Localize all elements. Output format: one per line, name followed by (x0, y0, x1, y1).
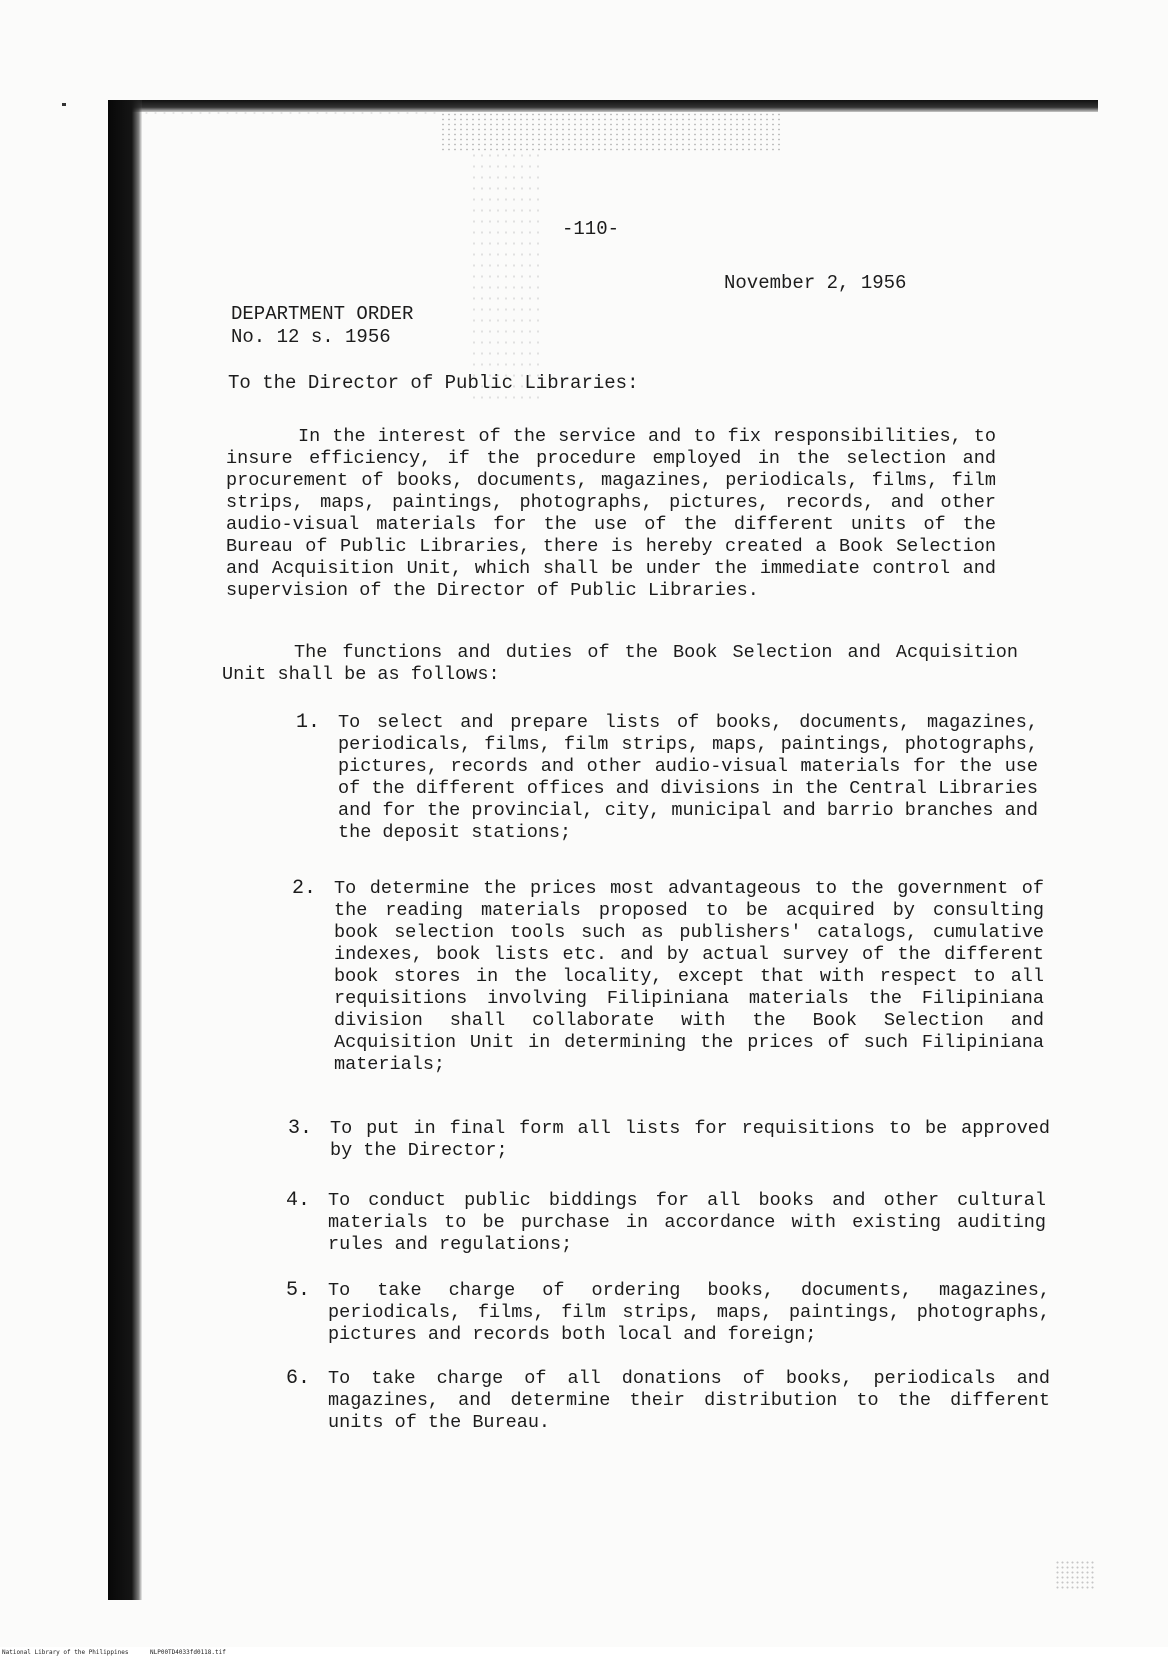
list-item-text: To take charge of ordering books, documents, magazines, periodicals, films, film strips, maps, paintings, photographs, pictures and records both local and foreign; (328, 1280, 1050, 1345)
scan-left-edge (108, 100, 142, 1600)
list-item (296, 711, 1038, 844)
scan-mark (62, 103, 66, 106)
scan-noise (470, 150, 540, 400)
list-item-text: To conduct public biddings for all books and other cultural materials to be purchase in accordance with existing auditing rules and regulations; (328, 1190, 1046, 1255)
footer-file-id: NLP00TD4033fd0118.tif (150, 1649, 226, 1656)
list-item-number: 6. (286, 1367, 311, 1390)
list-item-number: 4. (286, 1189, 311, 1212)
list-item (286, 1367, 1050, 1434)
scan-top-edge (108, 100, 1098, 112)
list-item (286, 1189, 1046, 1256)
list-item-number: 5. (286, 1279, 311, 1302)
document-date: November 2, 1956 (724, 272, 907, 294)
page-number: -110- (562, 218, 620, 240)
list-item-text: To take charge of all donations of books, periodicals and magazines, and determine their distribution to the different units of the Bureau. (328, 1368, 1050, 1433)
list-item (288, 1117, 1050, 1162)
list-item-text: To put in final form all lists for requisitions to be approved by the Director; (330, 1118, 1050, 1161)
list-item-number: 1. (296, 711, 321, 734)
functions-intro: The functions and duties of the Book Selection and Acquisition Unit shall be as follows: (222, 642, 1018, 685)
list-item-number: 3. (288, 1117, 313, 1140)
intro-paragraph: In the interest of the service and to fix responsibilities, to insure efficiency, if the procedure employed in the selection and procurement of books, documents, magazines, periodicals, films, film strips, maps, paintings, photographs, pictures, records, and other audio-visual materials for the use of the different units of the Bureau of Public Libraries, there is hereby created a Book Selection and Acquisition Unit, which shall be under the immediate control and supervision of the Director of Public Libraries. (226, 426, 996, 601)
scan-footer (0, 1647, 1168, 1658)
list-item (292, 877, 1044, 1076)
footer-library: National Library of the Philippines (2, 1649, 129, 1656)
order-number: No. 12 s. 1956 (231, 326, 391, 348)
salutation: To the Director of Public Libraries: (228, 372, 639, 394)
list-item (286, 1279, 1050, 1346)
scan-noise (440, 112, 780, 152)
scan-noise (1055, 1560, 1095, 1590)
list-item-text: To determine the prices most advantageous to the government of the reading materials proposed to be acquired by consulting book selection tools such as publishers' catalogs, cumulative indexes, book lists etc. and by actual survey of the different book stores in the locality, except that with respect to all requisitions involving Filipiniana materials the Filipiniana division shall collaborate with the Book Selection and Acquisition Unit in determining the prices of such Filipiniana materials; (334, 878, 1044, 1075)
list-item-text: To select and prepare lists of books, documents, magazines, periodicals, films, film strips, maps, paintings, photographs, pictures, records and other audio-visual materials for the use of the different offices and divisions in the Central Libraries and for the provincial, city, municipal and barrio branches and the deposit stations; (338, 712, 1038, 843)
list-item-number: 2. (292, 877, 317, 900)
order-title: DEPARTMENT ORDER (231, 303, 414, 325)
